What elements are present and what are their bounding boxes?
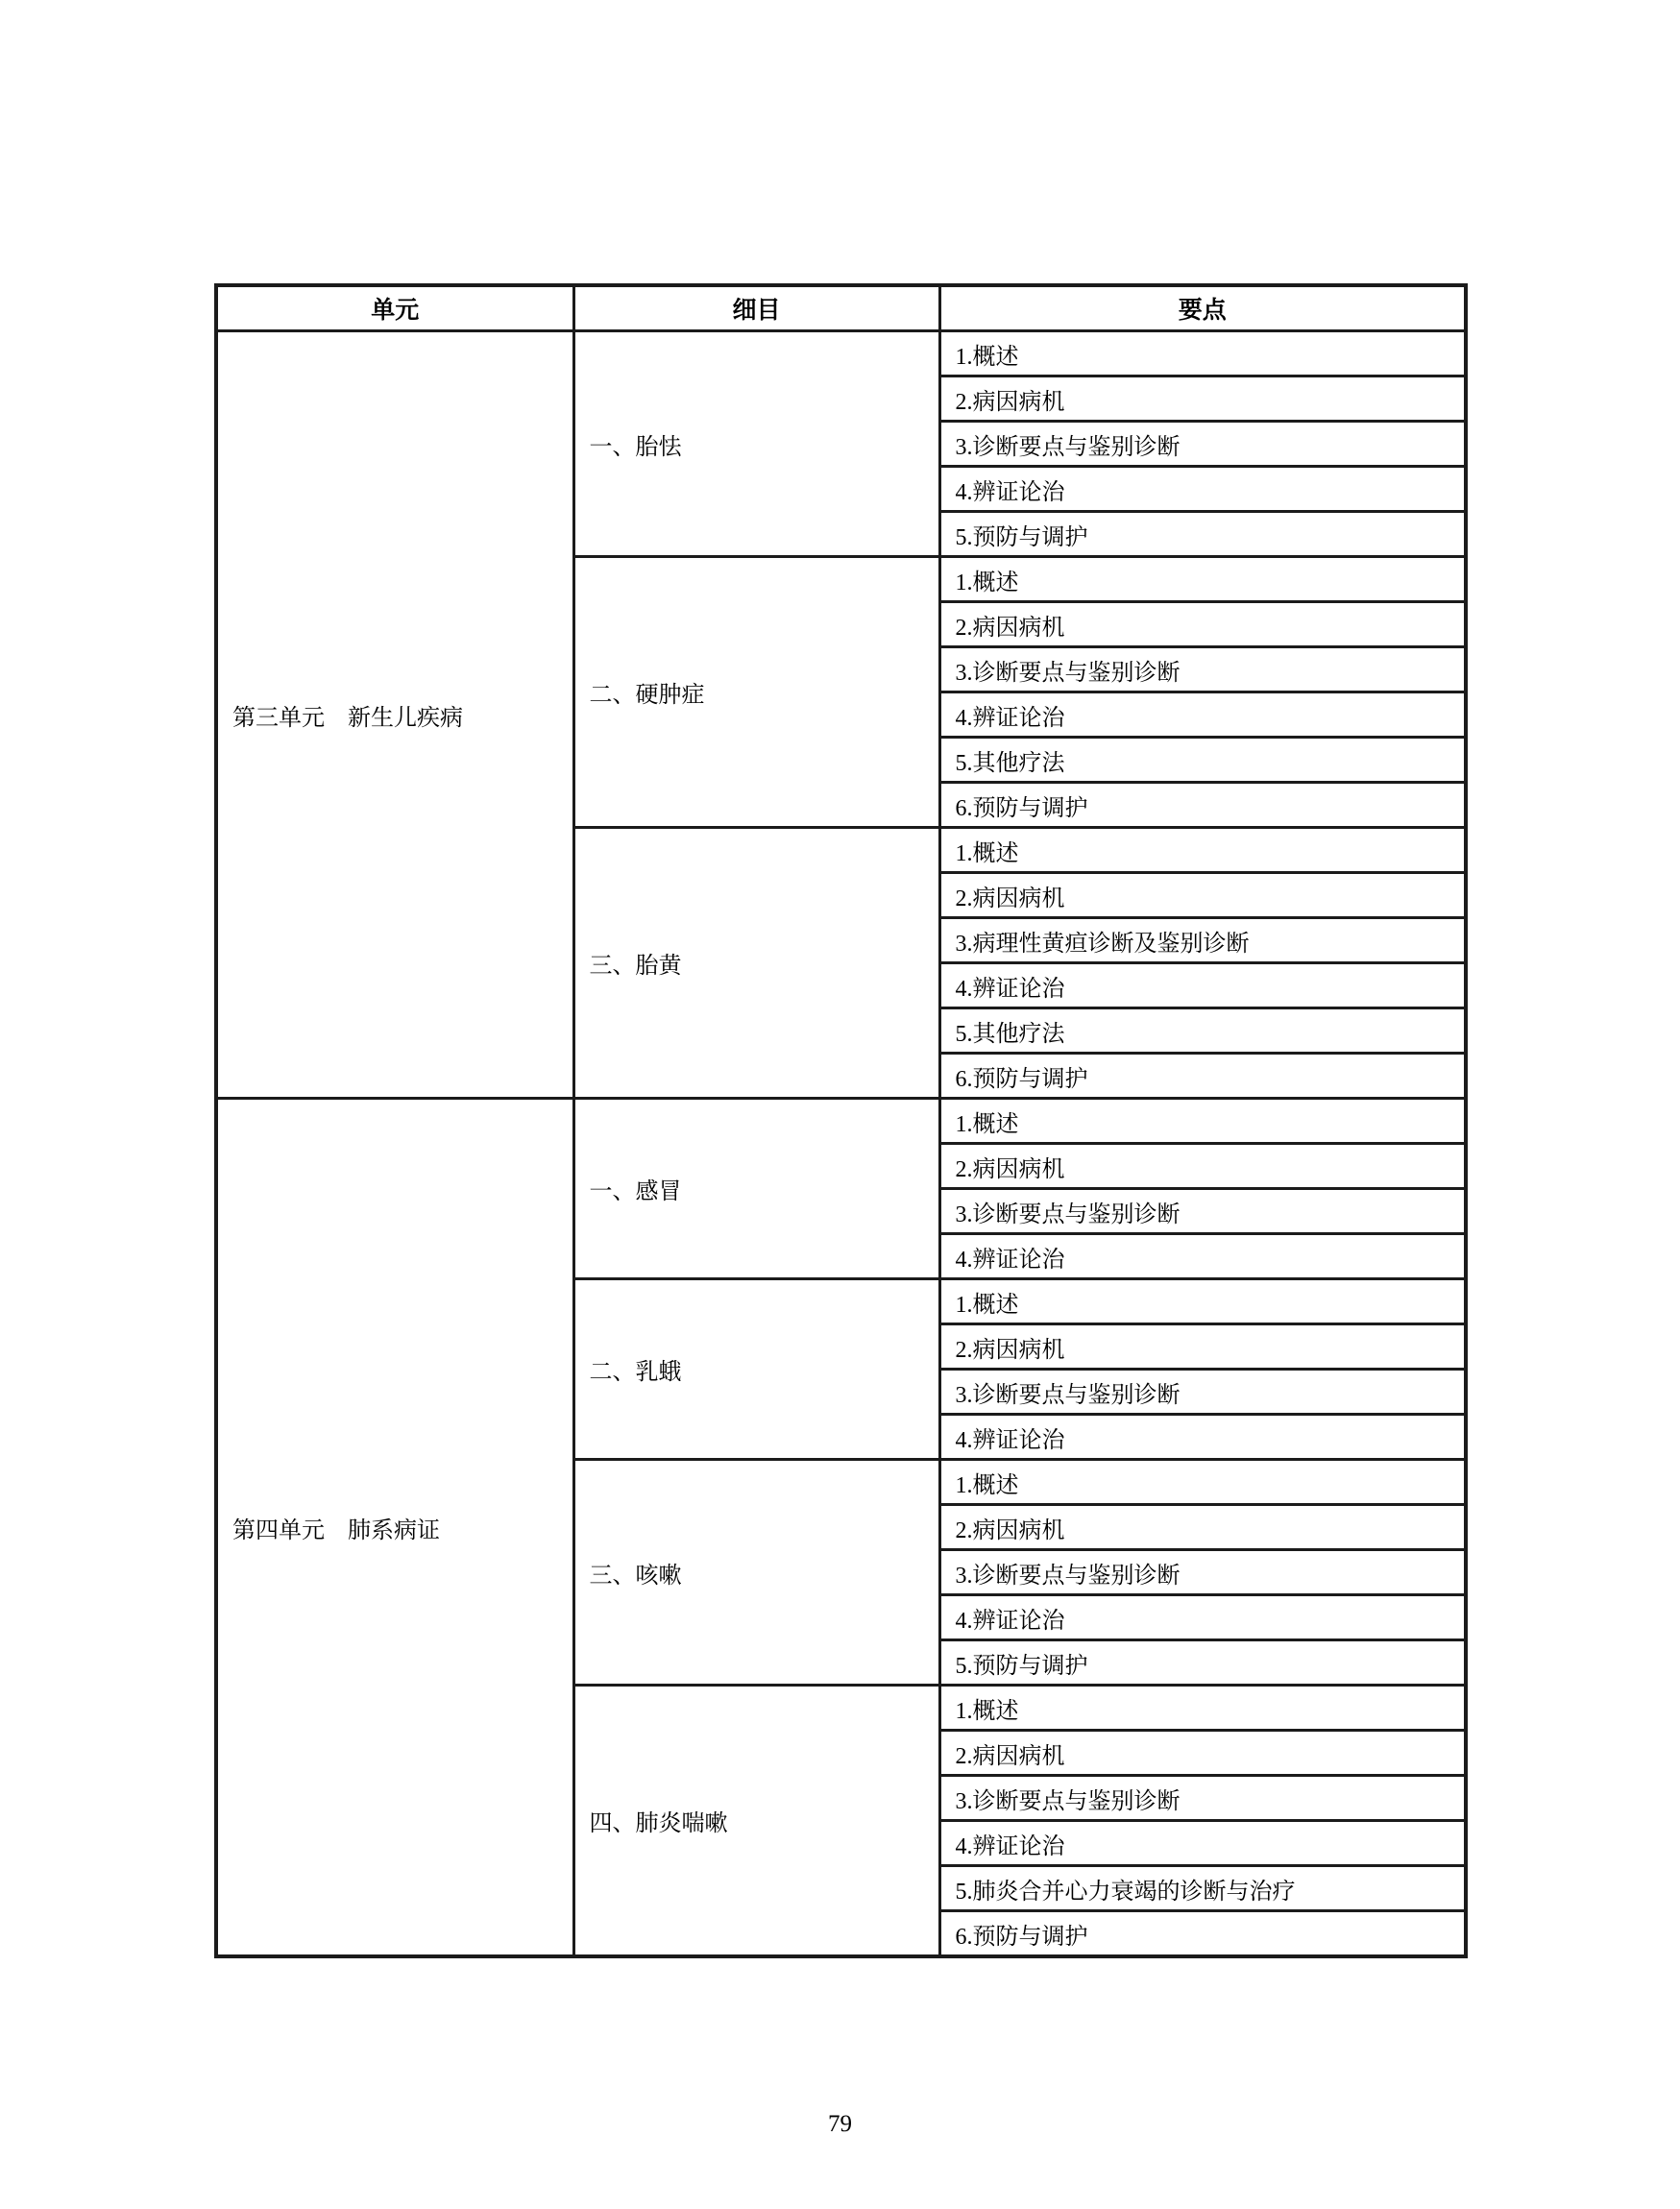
- point-cell: 4.辨证论治: [939, 467, 1466, 512]
- point-cell: 6.预防与调护: [939, 1054, 1466, 1099]
- point-cell: 4.辨证论治: [939, 692, 1466, 738]
- point-cell: 3.诊断要点与鉴别诊断: [939, 1370, 1466, 1415]
- point-cell: 4.辨证论治: [939, 1595, 1466, 1640]
- point-cell: 5.其他疗法: [939, 1008, 1466, 1054]
- point-cell: 2.病因病机: [939, 1505, 1466, 1550]
- page-number: 79: [828, 2111, 852, 2137]
- subcategory-cell: 三、胎黄: [573, 828, 939, 1099]
- point-cell: 5.其他疗法: [939, 738, 1466, 783]
- point-cell: 6.预防与调护: [939, 1911, 1466, 1957]
- table-body: [216, 331, 1466, 1957]
- point-cell: 3.诊断要点与鉴别诊断: [939, 647, 1466, 692]
- header-cell-unit: 单元: [216, 285, 573, 331]
- point-cell: 4.辨证论治: [939, 1234, 1466, 1279]
- point-cell: 2.病因病机: [939, 1144, 1466, 1189]
- subcategory-cell: 一、感冒: [573, 1099, 939, 1279]
- point-cell: 3.诊断要点与鉴别诊断: [939, 1776, 1466, 1821]
- point-cell: 4.辨证论治: [939, 1821, 1466, 1866]
- unit-cell: 第三单元 新生儿疾病: [216, 331, 573, 1099]
- point-cell: 2.病因病机: [939, 602, 1466, 647]
- point-cell: 5.预防与调护: [939, 512, 1466, 557]
- point-cell: 5.预防与调护: [939, 1640, 1466, 1686]
- table-row: [216, 331, 1466, 376]
- point-cell: 1.概述: [939, 1686, 1466, 1731]
- point-cell: 1.概述: [939, 557, 1466, 602]
- table-row: [216, 1099, 1466, 1144]
- syllabus-table: [214, 283, 1468, 1958]
- point-cell: 2.病因病机: [939, 873, 1466, 918]
- point-cell: 6.预防与调护: [939, 783, 1466, 828]
- point-cell: 4.辨证论治: [939, 1415, 1466, 1460]
- point-cell: 1.概述: [939, 331, 1466, 376]
- point-cell: 2.病因病机: [939, 376, 1466, 422]
- header-cell-subcategory: 细目: [573, 285, 939, 331]
- point-cell: 2.病因病机: [939, 1731, 1466, 1776]
- table-header-row: [216, 285, 1466, 331]
- point-cell: 1.概述: [939, 1279, 1466, 1324]
- point-cell: 1.概述: [939, 828, 1466, 873]
- subcategory-cell: 三、咳嗽: [573, 1460, 939, 1686]
- subcategory-cell: 二、硬肿症: [573, 557, 939, 828]
- point-cell: 1.概述: [939, 1099, 1466, 1144]
- point-cell: 3.诊断要点与鉴别诊断: [939, 1189, 1466, 1234]
- subcategory-cell: 一、胎怯: [573, 331, 939, 557]
- unit-cell: 第四单元 肺系病证: [216, 1099, 573, 1957]
- point-cell: 3.诊断要点与鉴别诊断: [939, 1550, 1466, 1595]
- subcategory-cell: 四、肺炎喘嗽: [573, 1686, 939, 1957]
- point-cell: 3.病理性黄疸诊断及鉴别诊断: [939, 918, 1466, 963]
- point-cell: 3.诊断要点与鉴别诊断: [939, 422, 1466, 467]
- point-cell: 5.肺炎合并心力衰竭的诊断与治疗: [939, 1866, 1466, 1911]
- point-cell: 4.辨证论治: [939, 963, 1466, 1008]
- point-cell: 2.病因病机: [939, 1324, 1466, 1370]
- subcategory-cell: 二、乳蛾: [573, 1279, 939, 1460]
- header-cell-points: 要点: [939, 285, 1466, 331]
- point-cell: 1.概述: [939, 1460, 1466, 1505]
